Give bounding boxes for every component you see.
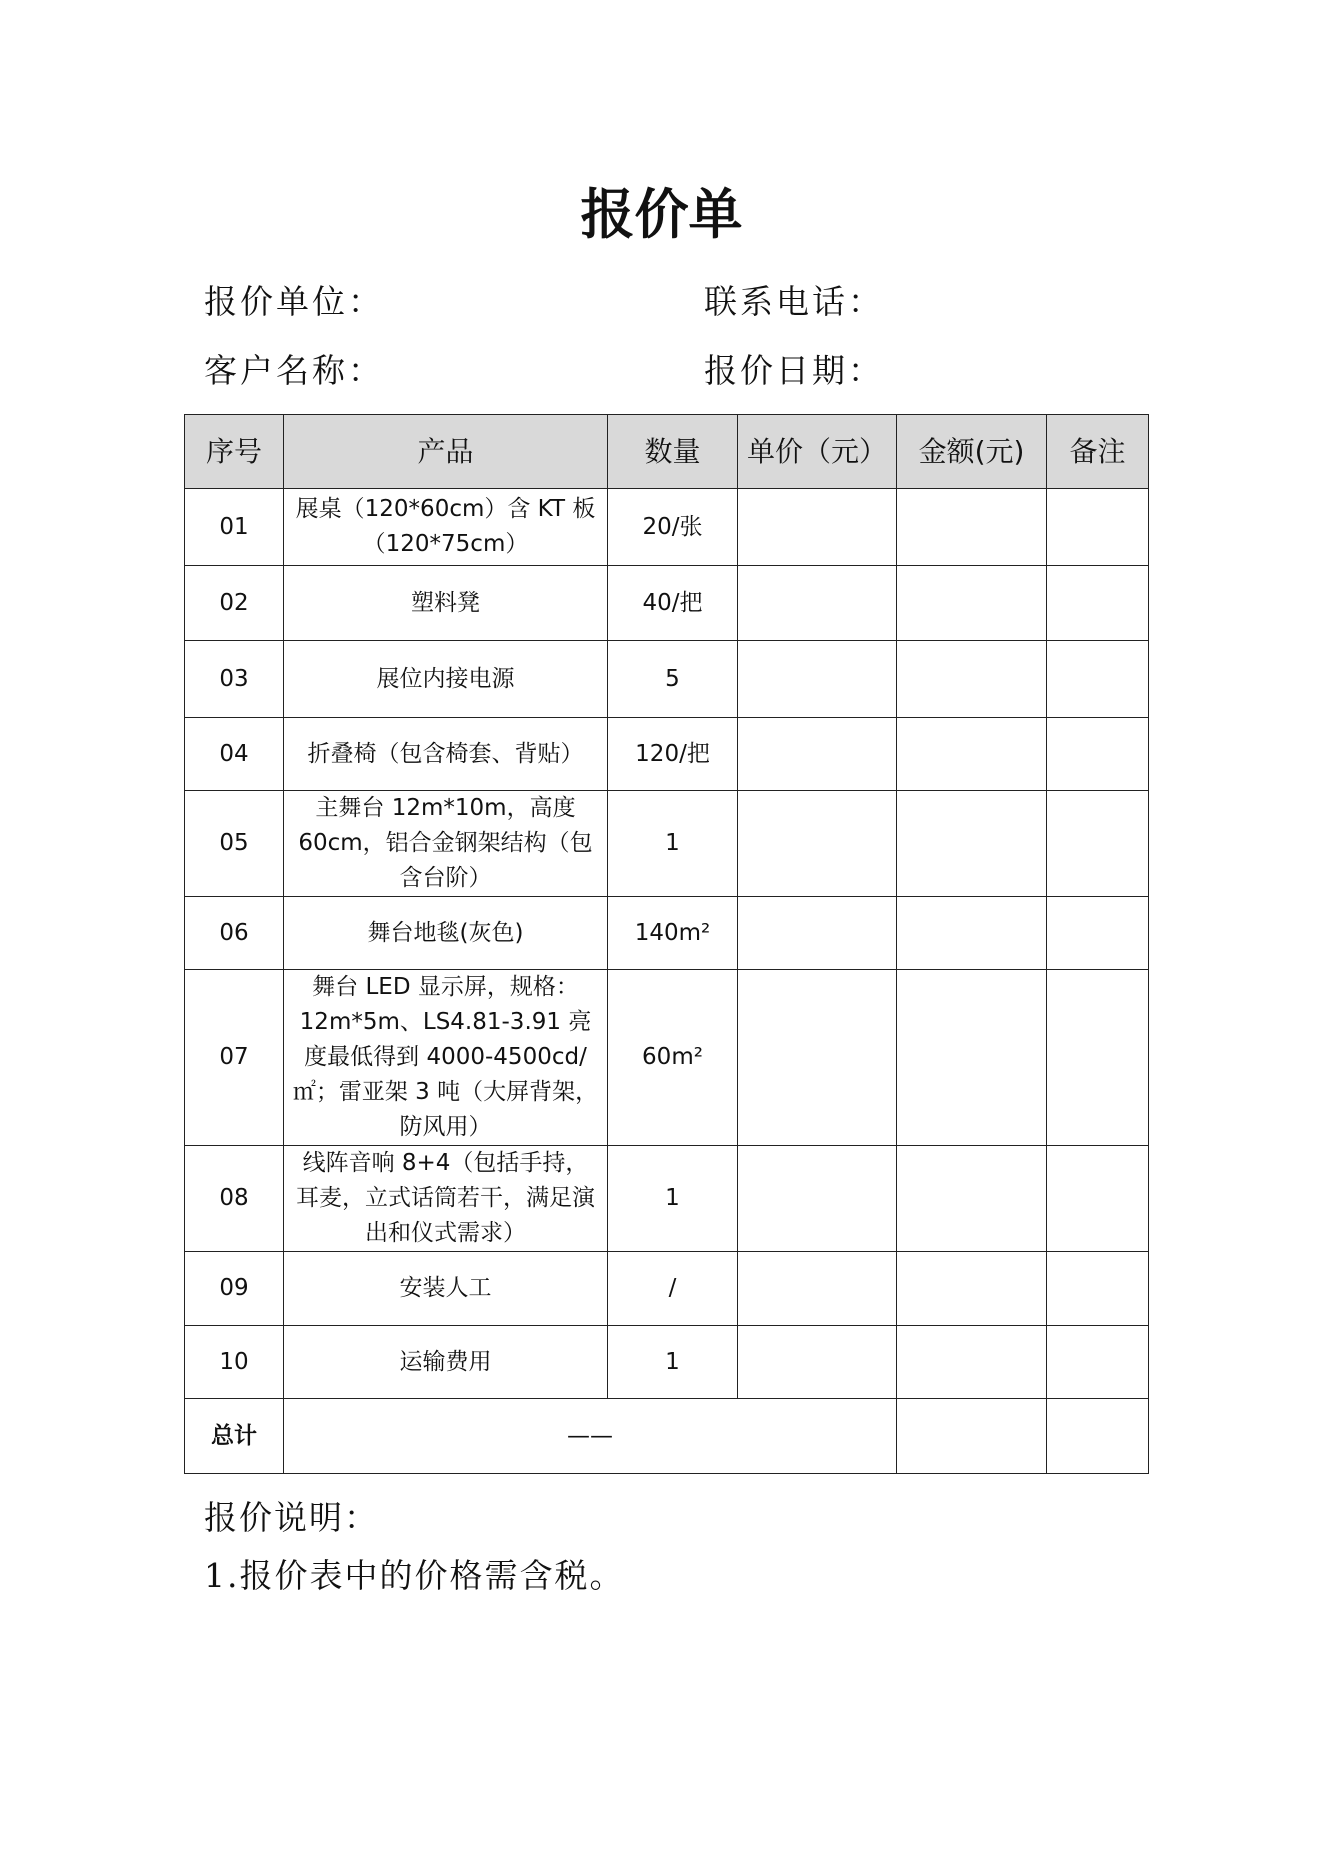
row-unit-price	[738, 718, 897, 791]
row-no: 06	[185, 897, 284, 970]
table-row	[185, 641, 1149, 718]
row-no: 02	[185, 566, 284, 641]
total-label: 总计	[185, 1399, 284, 1474]
row-amount	[897, 489, 1047, 566]
row-product: 安装人工	[284, 1252, 608, 1326]
row-no: 01	[185, 489, 284, 566]
row-qty: 40/把	[608, 566, 738, 641]
row-amount	[897, 566, 1047, 641]
row-unit-price	[738, 566, 897, 641]
row-amount	[897, 1326, 1047, 1399]
row-amount	[897, 970, 1047, 1146]
table-row	[185, 897, 1149, 970]
row-no: 08	[185, 1146, 284, 1252]
notes-line-1: 1.报价表中的价格需含税。	[204, 1556, 625, 1595]
total-remark-cell	[1047, 1399, 1149, 1474]
row-product: 舞台地毯(灰色)	[284, 897, 608, 970]
table-row	[185, 1326, 1149, 1399]
row-product: 折叠椅（包含椅套、背贴）	[284, 718, 608, 791]
row-unit-price	[738, 1146, 897, 1252]
row-product: 展位内接电源	[284, 641, 608, 718]
row-qty: 1	[608, 1146, 738, 1252]
table-row	[185, 566, 1149, 641]
row-qty: 60m²	[608, 970, 738, 1146]
page-title: 报价单	[580, 183, 743, 246]
header-unit-price: 单价（元）	[738, 415, 897, 489]
row-amount	[897, 791, 1047, 897]
row-unit-price	[738, 791, 897, 897]
row-remark	[1047, 1146, 1149, 1252]
row-unit-price	[738, 641, 897, 718]
row-amount	[897, 718, 1047, 791]
row-qty: 120/把	[608, 718, 738, 791]
row-remark	[1047, 897, 1149, 970]
row-amount	[897, 1146, 1047, 1252]
row-no: 05	[185, 791, 284, 897]
total-value: ——	[284, 1399, 897, 1474]
header-qty: 数量	[608, 415, 738, 489]
row-remark	[1047, 566, 1149, 641]
row-remark	[1047, 1326, 1149, 1399]
customer-name-label: 客户名称：	[204, 351, 384, 390]
quotation-table	[184, 414, 1149, 1474]
contact-phone-label: 联系电话：	[704, 282, 884, 321]
row-product: 展桌（120*60cm）含 KT 板（120*75cm）	[284, 489, 608, 566]
row-remark	[1047, 489, 1149, 566]
row-qty: 1	[608, 1326, 738, 1399]
row-unit-price	[738, 489, 897, 566]
table-row	[185, 791, 1149, 897]
row-no: 07	[185, 970, 284, 1146]
quote-date-label: 报价日期：	[704, 351, 884, 390]
row-unit-price	[738, 970, 897, 1146]
row-amount	[897, 897, 1047, 970]
row-remark	[1047, 1252, 1149, 1326]
row-unit-price	[738, 1326, 897, 1399]
row-qty: 140m²	[608, 897, 738, 970]
header-product: 产品	[284, 415, 608, 489]
row-product: 线阵音响 8+4（包括手持，耳麦，立式话筒若干，满足演出和仪式需求）	[284, 1146, 608, 1252]
row-remark	[1047, 791, 1149, 897]
row-remark	[1047, 641, 1149, 718]
table-row	[185, 970, 1149, 1146]
row-no: 04	[185, 718, 284, 791]
row-qty: 5	[608, 641, 738, 718]
row-amount	[897, 641, 1047, 718]
row-product: 运输费用	[284, 1326, 608, 1399]
row-remark	[1047, 970, 1149, 1146]
row-product: 主舞台 12m*10m，高度 60cm，铝合金钢架结构（包含台阶）	[284, 791, 608, 897]
row-remark	[1047, 718, 1149, 791]
total-row	[185, 1399, 1149, 1474]
row-amount	[897, 1252, 1047, 1326]
row-no: 09	[185, 1252, 284, 1326]
row-no: 10	[185, 1326, 284, 1399]
header-no: 序号	[185, 415, 284, 489]
header-amount: 金额(元)	[897, 415, 1047, 489]
notes-heading: 报价说明：	[204, 1498, 379, 1537]
row-product: 塑料凳	[284, 566, 608, 641]
table-row	[185, 718, 1149, 791]
total-amount-cell	[897, 1399, 1047, 1474]
table-row	[185, 1252, 1149, 1326]
row-no: 03	[185, 641, 284, 718]
table-row	[185, 489, 1149, 566]
row-unit-price	[738, 1252, 897, 1326]
table-row	[185, 1146, 1149, 1252]
row-qty: /	[608, 1252, 738, 1326]
header-remark: 备注	[1047, 415, 1149, 489]
row-qty: 1	[608, 791, 738, 897]
row-qty: 20/张	[608, 489, 738, 566]
row-product: 舞台 LED 显示屏，规格：12m*5m、LS4.81-3.91 亮度最低得到 4000-4500cd/㎡；雷亚架 3 吨（大屏背架，防风用）	[284, 970, 608, 1146]
table-header-row	[185, 415, 1149, 489]
quote-company-label: 报价单位：	[204, 282, 384, 321]
row-unit-price	[738, 897, 897, 970]
